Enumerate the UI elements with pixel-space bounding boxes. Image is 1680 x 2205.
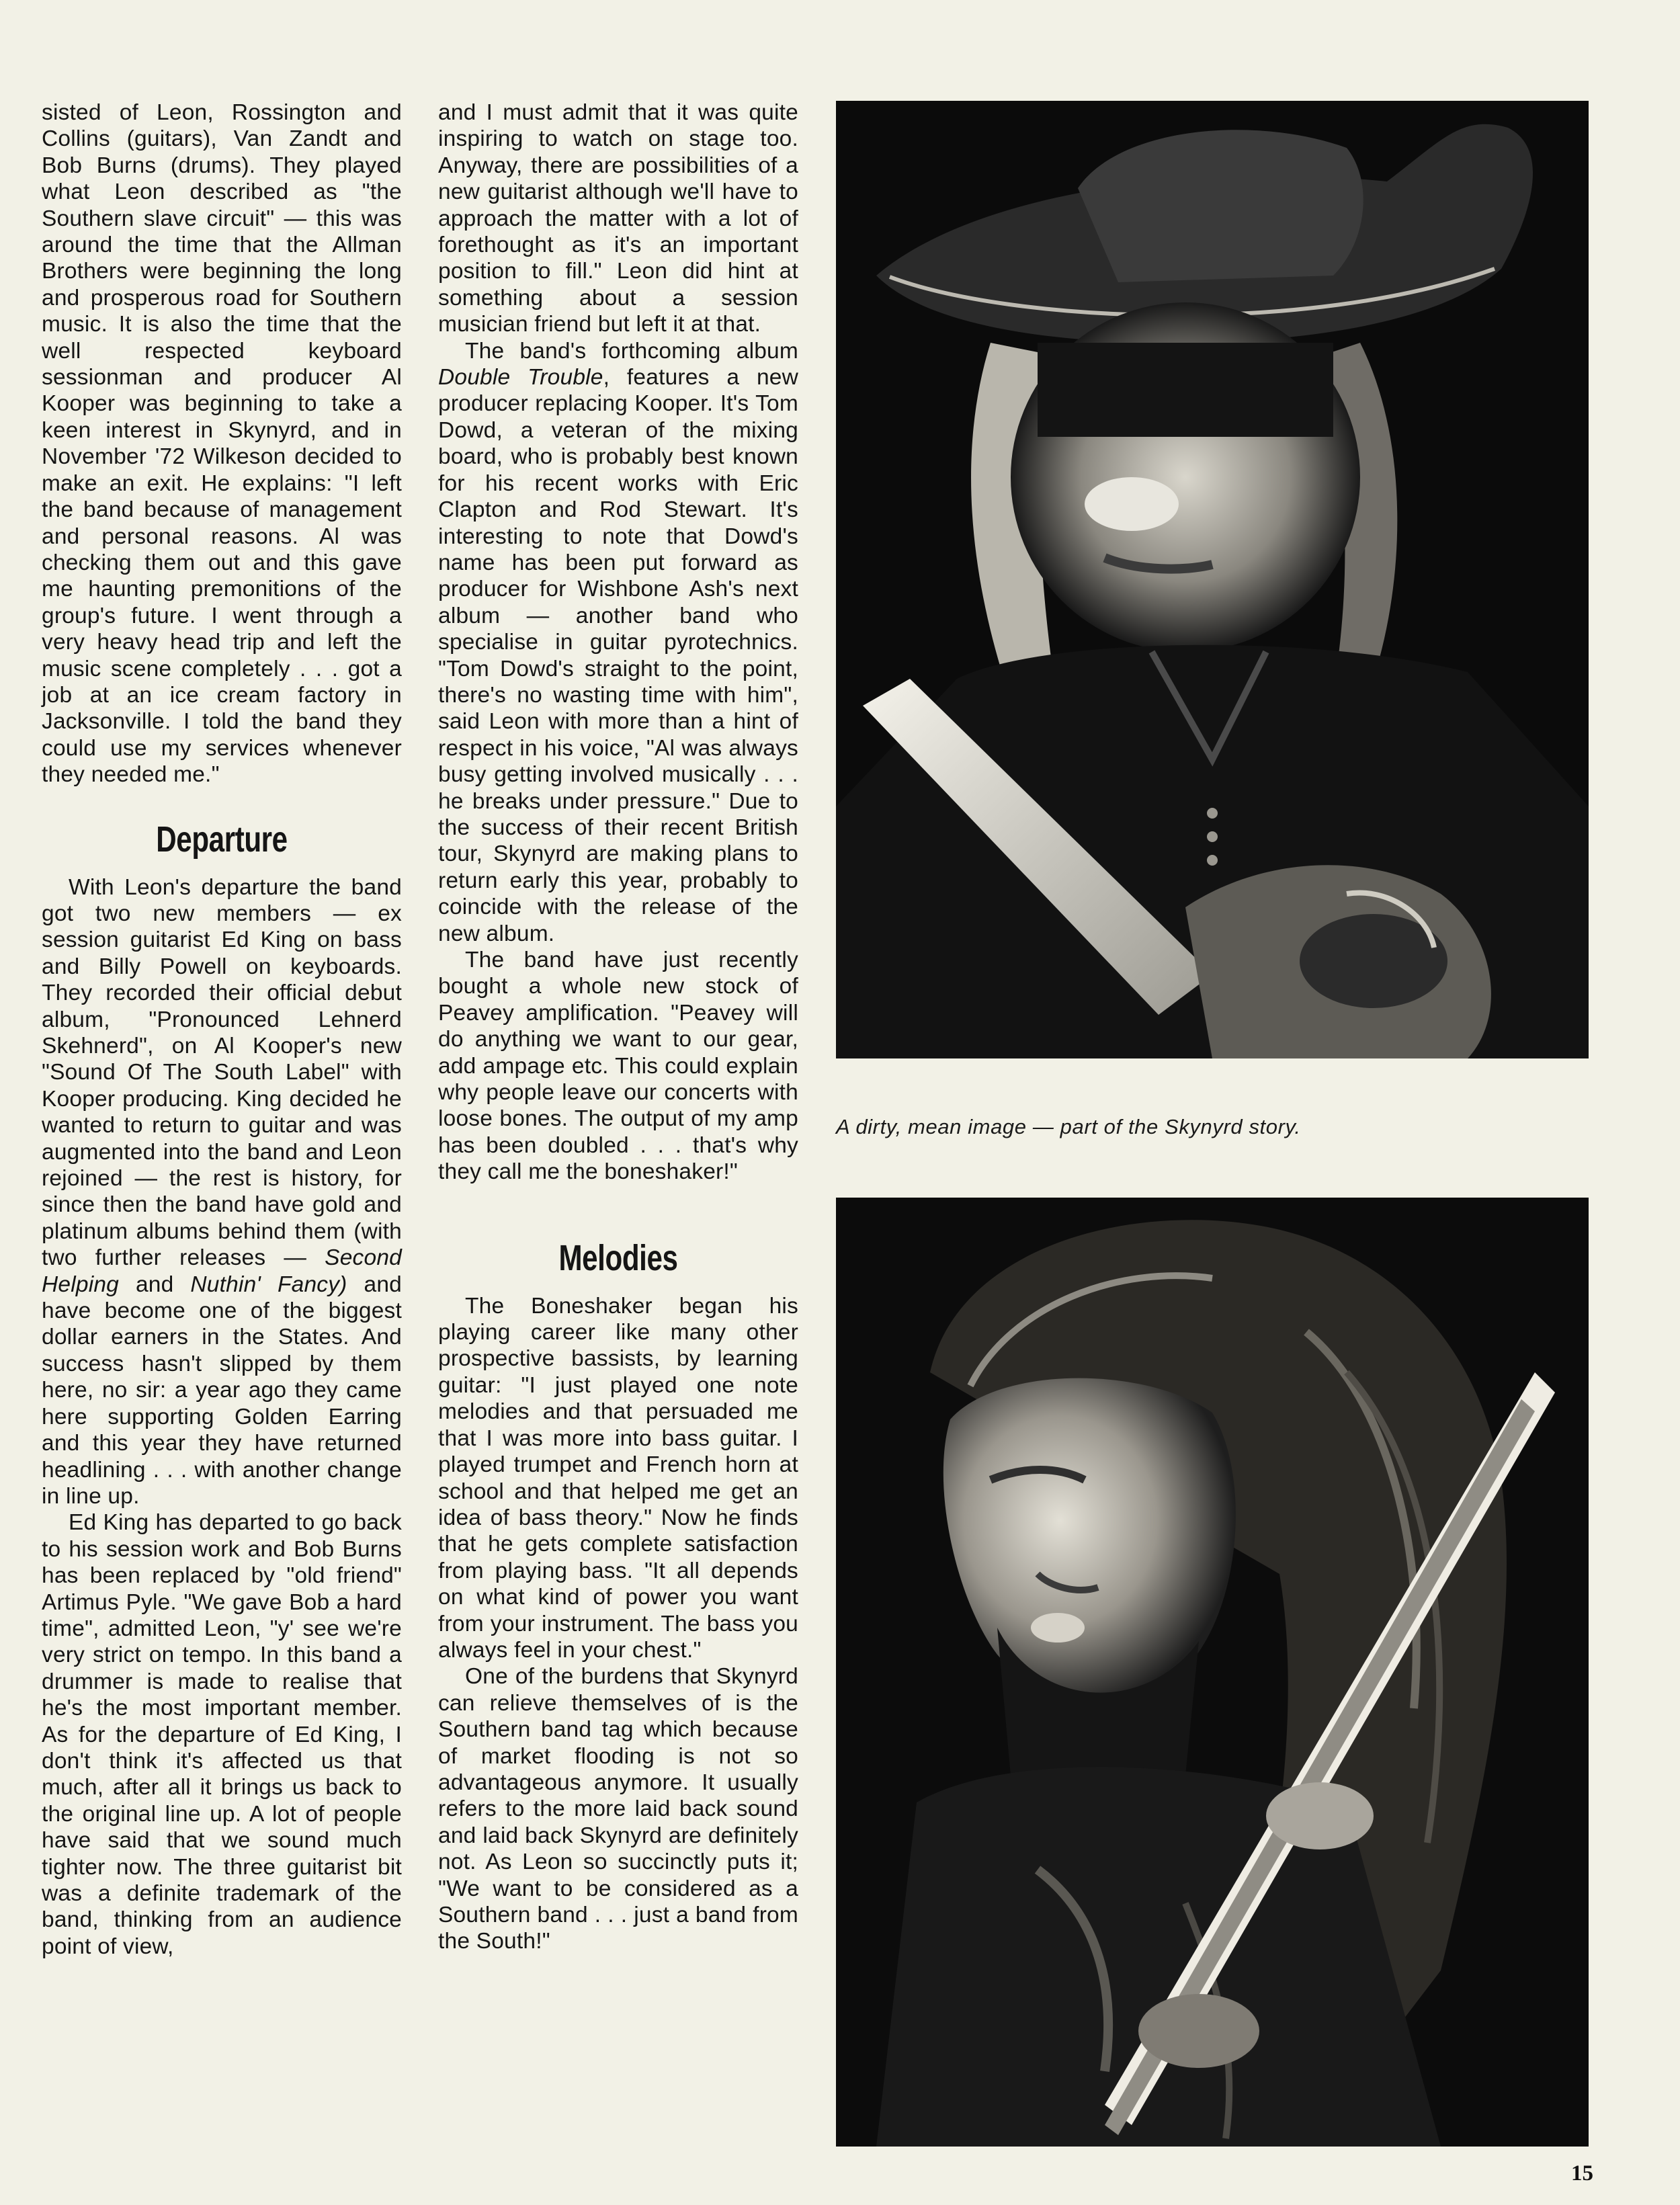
paragraph: The band have just recently bought a whole new stock of Peavey amplification. "Peavey will do anything we want to our gear, add ampage etc. This could explain why people leave our concerts with loose bones. The output of my amp has been doubled . . . that's why they call me the boneshaker!" (438, 948, 798, 1185)
page-number: 15 (1571, 2161, 1593, 2186)
paragraph: One of the burdens that Skynyrd can relieve themselves of is the Southern band tag which because of market flooding is not so advantageous anymore. It usually refers to the more laid back sound and laid back Skynyrd are definitely not. As Leon so succinctly puts it; "We want to be considered as a Southern band . . . just a band from the South!" (438, 1664, 798, 1954)
article-column-middle (438, 99, 798, 1955)
paragraph: Ed King has departed to go back to his session work and Bob Burns has been replaced by "old friend" Artimus Pyle. "We gave Bob a hard time", admitted Leon, "y' see we're very strict on tempo. In this band a drummer is made to realise that he's the most important member. As for the departure of Ed King, I don't think it's affected us that much, after all it brings us back to the original line up. A lot of people have said that we sound much tighter now. The three guitarist bit was a definite trademark of the band, thinking from an audience point of view, (42, 1510, 402, 1959)
paragraph: With Leon's departure the band got two new members — ex session guitarist Ed King on bass and Billy Powell on keyboards. They recorded their official debut album, "Pronounced Lehnerd Skehnerd", on Al Kooper's new "Sound Of The South Label" with Kooper producing. King decided he wanted to return to guitar and was augmented into the band and Leon rejoined — the rest is history, for since then the band have gold and platinum albums behind them (with two further releases — Second Helping and Nuthin' Fancy) and have become one of the biggest dollar earners in the States. And success hasn't slipped by them here, no sir: a year ago they came here supporting Golden Earring and this year they have returned headlining . . . with another change in line up. (42, 874, 402, 1509)
photo-caption: A dirty, mean image — part of the Skynyrd story. (836, 1115, 1301, 1138)
paragraph: sisted of Leon, Rossington and Collins (guitars), Van Zandt and Bob Burns (drums). They played what Leon described as "the Southern slave circuit" — this was around the time that the Allman Brothers were beginning the long and prosperous road for Southern music. It is also the time that the well respected keyboard sessionman and producer Al Kooper was beginning to take a keen interest in Skynyrd, and in November '72 Wilkeson decided to make an exit. He explains: "I left the band because of management and personal reasons. Al was checking them out and this gave me haunting premonitions of the group's future. I went through a very heavy head trip and left the music scene completely . . . got a job at an ice cream factory in Jacksonville. I told the band they could use my services whenever they needed me." (42, 100, 402, 788)
paragraph: The band's forthcoming album Double Trouble, features a new producer replacing Kooper. It's Tom Dowd, a veteran of the mixing board, who is probably best known for his recent works with Eric Clapton and Rod Stewart. It's interesting to note that Dowd's name has been put forward as producer for Wishbone Ash's next album — another band who specialise in guitar pyrotechnics. "Tom Dowd's straight to the point, there's no wasting time with him", said Leon with more than a hint of respect in his voice, "Al was always busy getting involved musically . . . he breaks under pressure." Due to the success of their recent British tour, Skynyrd are making plans to return early this year, probably to coincide with the release of the new album. (438, 338, 798, 946)
photo-guitarist-with-hat (836, 101, 1589, 1058)
album-title: Second Helping (42, 1245, 402, 1297)
section-heading-melodies: Melodies (558, 1237, 678, 1278)
album-title: Double Trouble (438, 365, 603, 390)
album-title: Nuthin' Fancy) (190, 1272, 347, 1297)
article-column-left (42, 99, 402, 1960)
photo-illustration (836, 1198, 1589, 2147)
paragraph: The Boneshaker began his playing career like many other prospective bassists, by learning guitar: "I just played one note melodies and that persuaded me that I was more into bass guitar. I played trumpet and French horn at school and that helped me get an idea of bass theory." Now he finds that he gets complete satisfaction from playing bass. "It all depends on what kind of power you want from your instrument. The bass you always feel in your chest." (438, 1293, 798, 1663)
section-heading-departure: Departure (156, 819, 288, 860)
photo-bassist-long-hair (836, 1198, 1589, 2147)
photo-illustration (836, 101, 1589, 1058)
paragraph: and I must admit that it was quite inspiring to watch on stage too. Anyway, there are possibilities of a new guitarist although we'll have to approach the matter with a lot of forethought as it's an important position to fill." Leon did hint at something about a session musician friend but left it at that. (438, 100, 798, 337)
